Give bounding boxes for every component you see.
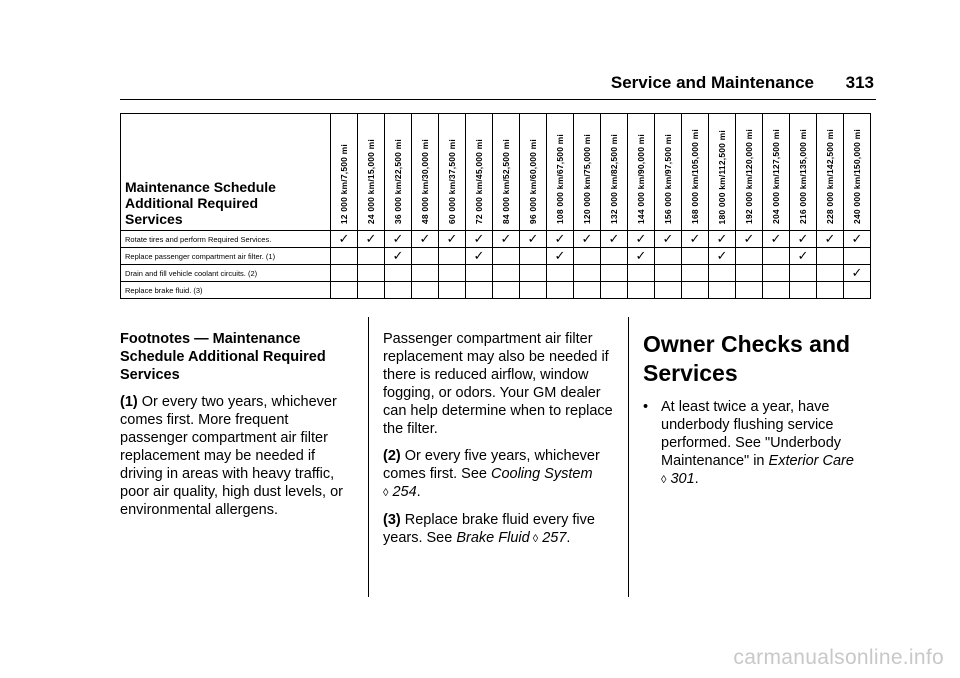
checkmark-icon: ✓ (709, 248, 736, 265)
interval-header (628, 114, 655, 231)
empty-cell (439, 265, 466, 282)
footnote-text: Replace brake fluid every five years. See (383, 512, 595, 546)
empty-cell (790, 282, 817, 299)
interval-header (601, 114, 628, 231)
interval-label: 132 000 km/82,500 mi (609, 133, 619, 224)
exterior-care-link[interactable]: Exterior Care (768, 453, 854, 469)
interval-header (790, 114, 817, 231)
service-name: Drain and fill vehicle coolant circuits. (2) (121, 265, 331, 282)
empty-cell (763, 265, 790, 282)
table-row (121, 282, 871, 299)
empty-cell (331, 282, 358, 299)
cooling-system-page[interactable]: 254 (388, 484, 417, 500)
interval-header (439, 114, 466, 231)
interval-label: 24 000 km/15,000 mi (366, 138, 376, 224)
checkmark-icon: ✓ (493, 231, 520, 248)
empty-cell (682, 248, 709, 265)
empty-cell (655, 248, 682, 265)
interval-label: 36 000 km/22,500 mi (393, 138, 403, 224)
schedule-body (121, 231, 871, 299)
interval-label: 216 000 km/135,000 mi (798, 129, 808, 224)
empty-cell (358, 282, 385, 299)
empty-cell (412, 265, 439, 282)
empty-cell (844, 282, 871, 299)
empty-cell (817, 282, 844, 299)
checkmark-icon: ✓ (466, 248, 493, 265)
schedule-title-line: Additional Required (125, 195, 258, 211)
empty-cell (412, 282, 439, 299)
checkmark-icon: ✓ (601, 231, 628, 248)
empty-cell (709, 265, 736, 282)
footnote-marker: (1) (120, 394, 138, 410)
empty-cell (682, 282, 709, 299)
interval-label: 204 000 km/127,500 mi (771, 129, 781, 224)
checkmark-icon: ✓ (817, 231, 844, 248)
empty-cell (358, 265, 385, 282)
checkmark-icon: ✓ (655, 231, 682, 248)
interval-label: 180 000 km/112,500 mi (717, 129, 727, 224)
owner-check-text: At least twice a year, have underbody flushing service performed. See "Underbody Maintenance" in (661, 399, 842, 469)
empty-cell (574, 282, 601, 299)
footnote-3 (383, 511, 615, 548)
empty-cell (412, 248, 439, 265)
empty-cell (817, 248, 844, 265)
interval-header (493, 114, 520, 231)
footnote-text: Or every five years, whichever comes first. See (383, 448, 600, 482)
schedule-title-line: Maintenance Schedule (125, 179, 276, 195)
interval-header (655, 114, 682, 231)
page-ref-icon: ◊ (661, 474, 667, 486)
checkmark-icon: ✓ (844, 231, 871, 248)
empty-cell (682, 265, 709, 282)
empty-cell (817, 265, 844, 282)
footnote-text: Or every two years, whichever comes first. More frequent passenger compartment air filter replacement may be needed if driving in areas with heavy traffic, poor air quality, high dust levels, or environmental allergens. (120, 394, 343, 518)
interval-header (331, 114, 358, 231)
checkmark-icon: ✓ (628, 231, 655, 248)
service-name: Replace passenger compartment air filter. (1) (121, 248, 331, 265)
footnotes-continued-column (383, 330, 615, 557)
interval-header (736, 114, 763, 231)
checkmark-icon: ✓ (547, 248, 574, 265)
checkmark-icon: ✓ (736, 231, 763, 248)
interval-label: 96 000 km/60,000 mi (528, 138, 538, 224)
interval-header (412, 114, 439, 231)
footnote-marker: (2) (383, 448, 401, 464)
checkmark-icon: ✓ (709, 231, 736, 248)
footnote-1-continued: Passenger compartment air filter replacement may also be needed if there is reduced airflow, window fogging, or odors. Your GM dealer can help determine when to replace the filter. (383, 331, 613, 437)
page-number: 313 (845, 73, 874, 92)
footnote-1 (120, 393, 352, 519)
footnote-end: . (566, 530, 571, 546)
checkmark-icon: ✓ (547, 231, 574, 248)
empty-cell (601, 282, 628, 299)
footnotes-column (120, 330, 352, 528)
empty-cell (493, 282, 520, 299)
empty-cell (331, 248, 358, 265)
checkmark-icon: ✓ (439, 231, 466, 248)
checkmark-icon: ✓ (790, 231, 817, 248)
service-name: Replace brake fluid. (3) (121, 282, 331, 299)
empty-cell (628, 282, 655, 299)
empty-cell (358, 248, 385, 265)
empty-cell (547, 282, 574, 299)
interval-label: 84 000 km/52,500 mi (501, 138, 511, 224)
interval-label: 144 000 km/90,000 mi (636, 133, 646, 224)
interval-header (817, 114, 844, 231)
empty-cell (601, 248, 628, 265)
watermark-text: carmanualsonline.info (733, 646, 944, 669)
empty-cell (763, 282, 790, 299)
checkmark-icon: ✓ (628, 248, 655, 265)
owner-checks-column (643, 330, 875, 489)
page-ref-icon: ◊ (529, 533, 539, 545)
empty-cell (736, 248, 763, 265)
interval-header (574, 114, 601, 231)
checkmark-icon: ✓ (331, 231, 358, 248)
empty-cell (331, 265, 358, 282)
empty-cell (736, 282, 763, 299)
empty-cell (493, 265, 520, 282)
interval-header (466, 114, 493, 231)
empty-cell (547, 265, 574, 282)
interval-header (844, 114, 871, 231)
empty-cell (439, 248, 466, 265)
interval-header (520, 114, 547, 231)
empty-cell (601, 265, 628, 282)
interval-label: 240 000 km/150,000 mi (852, 129, 862, 224)
empty-cell (574, 248, 601, 265)
owner-check-end: . (694, 471, 699, 487)
column-divider (628, 317, 629, 597)
checkmark-icon: ✓ (763, 231, 790, 248)
footnote-2 (383, 447, 615, 502)
checkmark-icon: ✓ (412, 231, 439, 248)
interval-label: 228 000 km/142,500 mi (825, 129, 835, 224)
footnotes-heading: Footnotes — Maintenance Schedule Additional Required Services (120, 331, 326, 383)
empty-cell (574, 265, 601, 282)
interval-header (709, 114, 736, 231)
interval-label: 60 000 km/37,500 mi (447, 138, 457, 224)
cooling-system-link[interactable]: Cooling System (490, 466, 593, 482)
empty-cell (385, 282, 412, 299)
schedule-title-line: Services (125, 211, 183, 227)
schedule-title (121, 114, 331, 231)
empty-cell (763, 248, 790, 265)
schedule-header-row (121, 114, 871, 231)
interval-label: 168 000 km/105,000 mi (690, 129, 700, 224)
interval-header (385, 114, 412, 231)
header-divider (120, 99, 876, 100)
empty-cell (655, 282, 682, 299)
section-header-title: Service and Maintenance (610, 73, 814, 92)
interval-label: 108 000 km/67,500 mi (555, 133, 565, 224)
interval-label: 120 000 km/75,000 mi (582, 133, 592, 224)
table-row (121, 248, 871, 265)
interval-label: 156 000 km/97,500 mi (663, 133, 673, 224)
footnote-end: . (416, 484, 421, 500)
column-divider (368, 317, 369, 597)
checkmark-icon: ✓ (358, 231, 385, 248)
brake-fluid-page[interactable]: 257 (538, 530, 567, 546)
footnote-marker: (3) (383, 512, 401, 528)
empty-cell (844, 248, 871, 265)
empty-cell (520, 265, 547, 282)
empty-cell (655, 265, 682, 282)
owner-checks-heading: Owner Checks and Services (643, 331, 851, 386)
checkmark-icon: ✓ (520, 231, 547, 248)
empty-cell (439, 282, 466, 299)
list-item (643, 398, 875, 489)
checkmark-icon: ✓ (385, 248, 412, 265)
brake-fluid-link[interactable]: Brake Fluid (456, 530, 530, 546)
interval-label: 192 000 km/120,000 mi (744, 129, 754, 224)
table-row (121, 231, 871, 248)
empty-cell (520, 282, 547, 299)
page-ref-icon: ◊ (383, 487, 389, 499)
empty-cell (385, 265, 412, 282)
table-row (121, 265, 871, 282)
empty-cell (493, 248, 520, 265)
checkmark-icon: ✓ (466, 231, 493, 248)
interval-header (547, 114, 574, 231)
service-name: Rotate tires and perform Required Services. (121, 231, 331, 248)
interval-label: 48 000 km/30,000 mi (420, 138, 430, 224)
empty-cell (790, 265, 817, 282)
empty-cell (520, 248, 547, 265)
interval-header (682, 114, 709, 231)
interval-label: 72 000 km/45,000 mi (474, 138, 484, 224)
interval-label: 12 000 km/7,500 mi (339, 143, 349, 224)
list-item-text (661, 398, 875, 489)
empty-cell (628, 265, 655, 282)
bullet-icon: • (643, 399, 649, 415)
empty-cell (709, 282, 736, 299)
checkmark-icon: ✓ (385, 231, 412, 248)
checkmark-icon: ✓ (682, 231, 709, 248)
exterior-care-page[interactable]: 301 (666, 471, 695, 487)
empty-cell (466, 265, 493, 282)
checkmark-icon: ✓ (790, 248, 817, 265)
maintenance-schedule-table (120, 113, 871, 299)
empty-cell (736, 265, 763, 282)
checkmark-icon: ✓ (844, 265, 871, 282)
interval-header (763, 114, 790, 231)
checkmark-icon: ✓ (574, 231, 601, 248)
interval-header (358, 114, 385, 231)
empty-cell (466, 282, 493, 299)
